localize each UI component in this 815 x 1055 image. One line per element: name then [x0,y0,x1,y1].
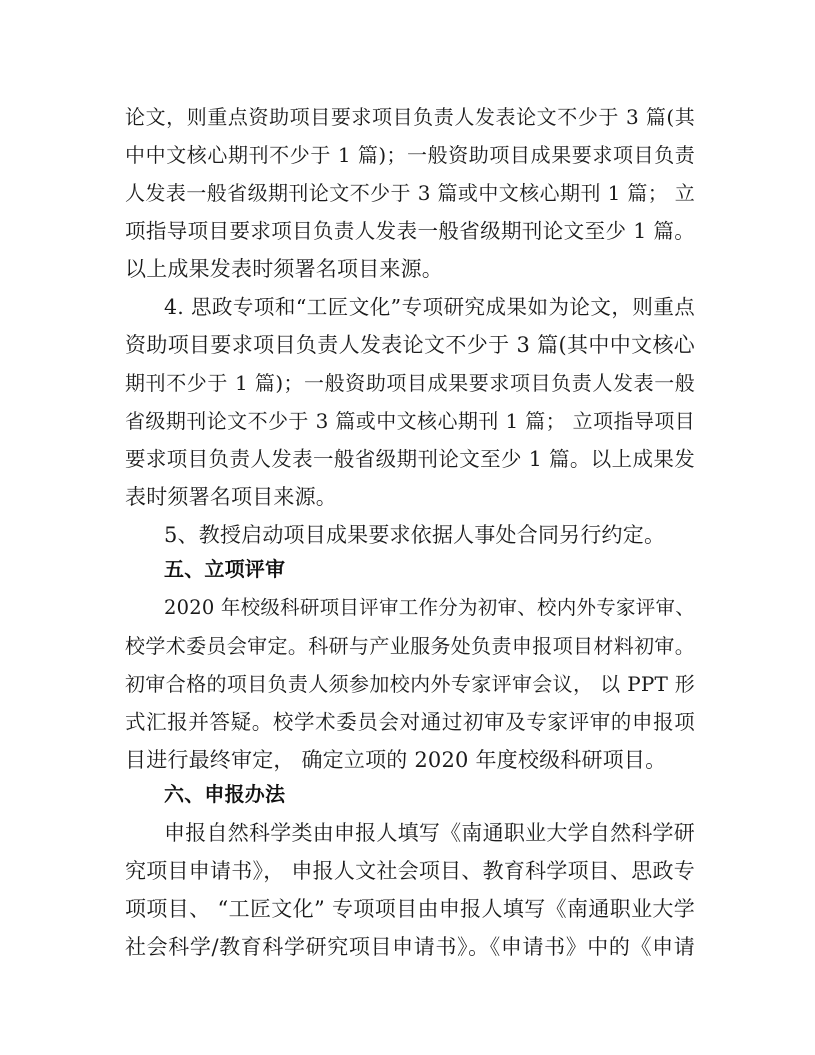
paragraph-line: 人发表一般省级期刊论文不少于 3 篇或中文核心期刊 1 篇； 立 [125,181,695,205]
paragraph-line: 要求项目负责人发表一般省级期刊论文至少 1 篇。以上成果发 [125,447,695,471]
paragraph-line: 中中文核心期刊不少于 1 篇)；一般资助项目成果要求项目负责 [125,143,695,167]
paragraph-line: 初审合格的项目负责人须参加校内外专家评审会议， 以 PPT 形 [125,672,695,696]
paragraph-line: 项项目、 “工匠文化” 专项项目由申报人填写《南通职业大学 [125,897,695,921]
paragraph-line: 论文，则重点资助项目要求项目负责人发表论文不少于 3 篇(其 [125,105,695,129]
paragraph-line: 2020 年校级科研项目评审工作分为初审、校内外专家评审、 [164,596,695,619]
paragraph-line: 以上成果发表时须署名项目来源。 [125,257,443,281]
paragraph-line: 申报自然科学类由申报人填写《南通职业大学自然科学研 [164,821,695,845]
paragraph-line: 项指导项目要求项目负责人发表一般省级期刊论文至少 1 篇。 [125,219,695,243]
paragraph-line: 表时须署名项目来源。 [125,485,337,509]
paragraph-line: 4. 思政专项和“工匠文化”专项研究成果如为论文，则重点 [164,295,695,319]
paragraph-line: 目进行最终审定， 确定立项的 2020 年度校级科研项目。 [125,748,667,772]
section-heading: 六、申报办法 [164,782,286,806]
paragraph-line: 式汇报并答疑。校学术委员会对通过初审及专家评审的申报项 [125,710,695,734]
paragraph-line: 5、教授启动项目成果要求依据人事处合同另行约定。 [164,523,666,547]
paragraph-line: 究项目申请书》， 申报人文社会项目、教育科学项目、思政专 [125,859,695,883]
paragraph-line: 社会科学/教育科学研究项目申请书》。《申请书》中的《申请 [125,935,695,959]
paragraph-line: 期刊不少于 1 篇)；一般资助项目成果要求项目负责人发表一般 [125,371,695,395]
paragraph-line: 资助项目要求项目负责人发表论文不少于 3 篇(其中中文核心 [125,333,695,357]
paragraph-line: 省级期刊论文不少于 3 篇或中文核心期刊 1 篇； 立项指导项目 [125,409,695,433]
paragraph-line: 校学术委员会审定。科研与产业服务处负责申报项目材料初审。 [125,634,695,658]
section-heading: 五、立项评审 [164,557,286,581]
